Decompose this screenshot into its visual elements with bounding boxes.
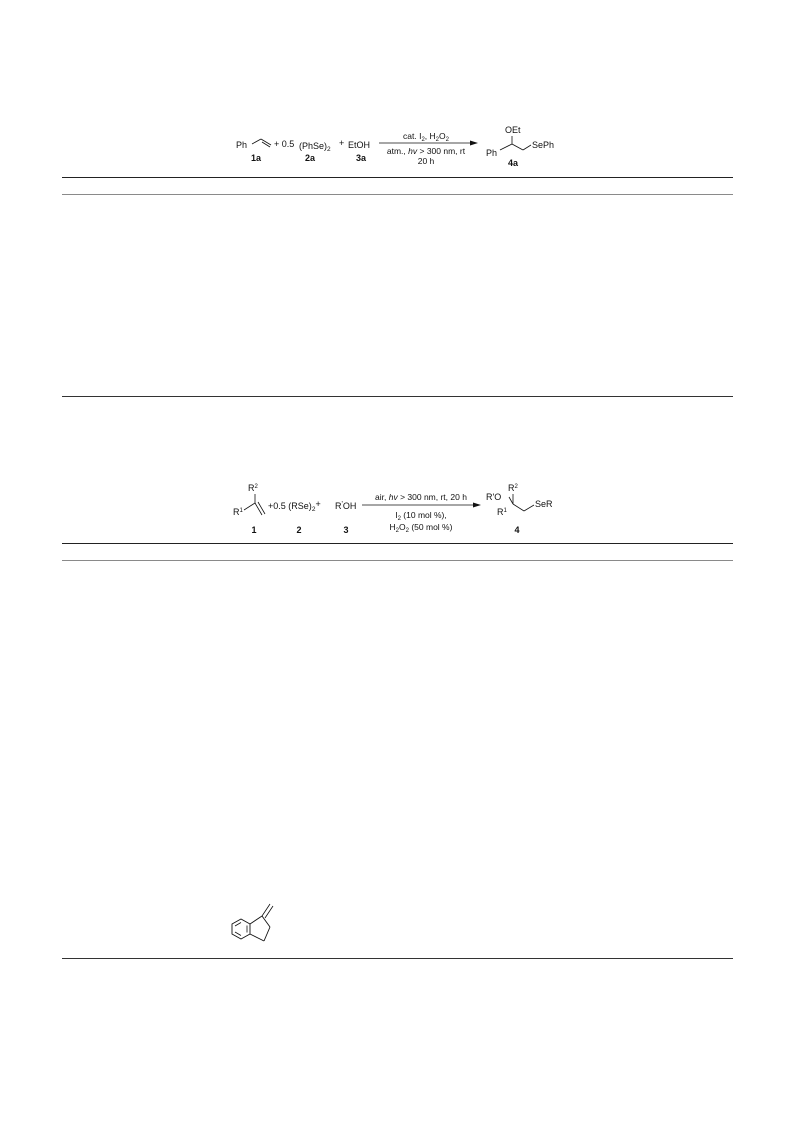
selenide-label: SePh (532, 140, 555, 150)
compound-id-3a: 3a (355, 153, 367, 163)
arrowhead-1 (470, 141, 478, 146)
conditions-below-arrow-1: atm., hv > 300 nm, rt (386, 146, 466, 156)
compound-id-1a: 1a (250, 153, 262, 163)
table-2-top-rule (62, 543, 733, 544)
methylene-indane-structure (222, 896, 302, 956)
scheme-2 (0, 475, 793, 540)
reagent-2-formula: +0.5 $(RSe)_2+$ (268, 499, 321, 513)
product-r2-label: $R^2$ (508, 483, 518, 493)
ethanol-formula: EtOH (348, 140, 371, 150)
product-ro-label: R'O (486, 492, 502, 502)
phenyl-label-product: Ph (486, 148, 498, 158)
conditions-below-arrow-2a: $I_2$ (10 mol %), (395, 510, 447, 522)
table-2-header-rule (62, 560, 733, 561)
product-r1-label: $R^1$ (497, 507, 507, 517)
table-2-bottom-rule (62, 958, 733, 959)
compound-id-4a: 4a (507, 158, 519, 168)
compound-id-2: 2 (296, 525, 302, 535)
styrene-structure (236, 139, 271, 150)
conditions-below-arrow-2b: $H_2O_2$ (50 mol %) (389, 522, 453, 534)
product-4a-structure (486, 125, 554, 158)
coef-label: + 0.5 (274, 139, 295, 149)
product-ser-label: SeR (535, 499, 553, 509)
r2-label: $R^2$ (248, 483, 258, 493)
table-1-top-rule (62, 177, 733, 178)
compound-id-1: 1 (251, 525, 257, 535)
r1-label: $R^1$ (233, 507, 243, 517)
table-1-bottom-rule (62, 396, 733, 397)
phenyl-label: Ph (236, 140, 248, 150)
scheme-1 (0, 110, 793, 185)
product-4-structure (486, 483, 553, 517)
conditions-above-arrow: cat. $I_2$, $H_2O_2$ (403, 131, 449, 143)
plus-sign: + (339, 138, 345, 148)
arrowhead-2 (473, 503, 481, 508)
diselenide-formula: $(PhSe)_2$ (299, 141, 331, 153)
table-1-header-rule (62, 194, 733, 195)
alkene-structure (233, 483, 265, 517)
conditions-above-arrow-2: air, hv > 300 nm, rt, 20 h (375, 492, 467, 502)
alcohol-formula: R'OH (335, 501, 357, 511)
conditions-below-arrow-2: 20 h (417, 156, 435, 166)
compound-id-4: 4 (514, 525, 520, 535)
ethoxy-label: OEt (505, 125, 521, 135)
compound-id-2a: 2a (304, 153, 316, 163)
compound-id-3: 3 (343, 525, 349, 535)
